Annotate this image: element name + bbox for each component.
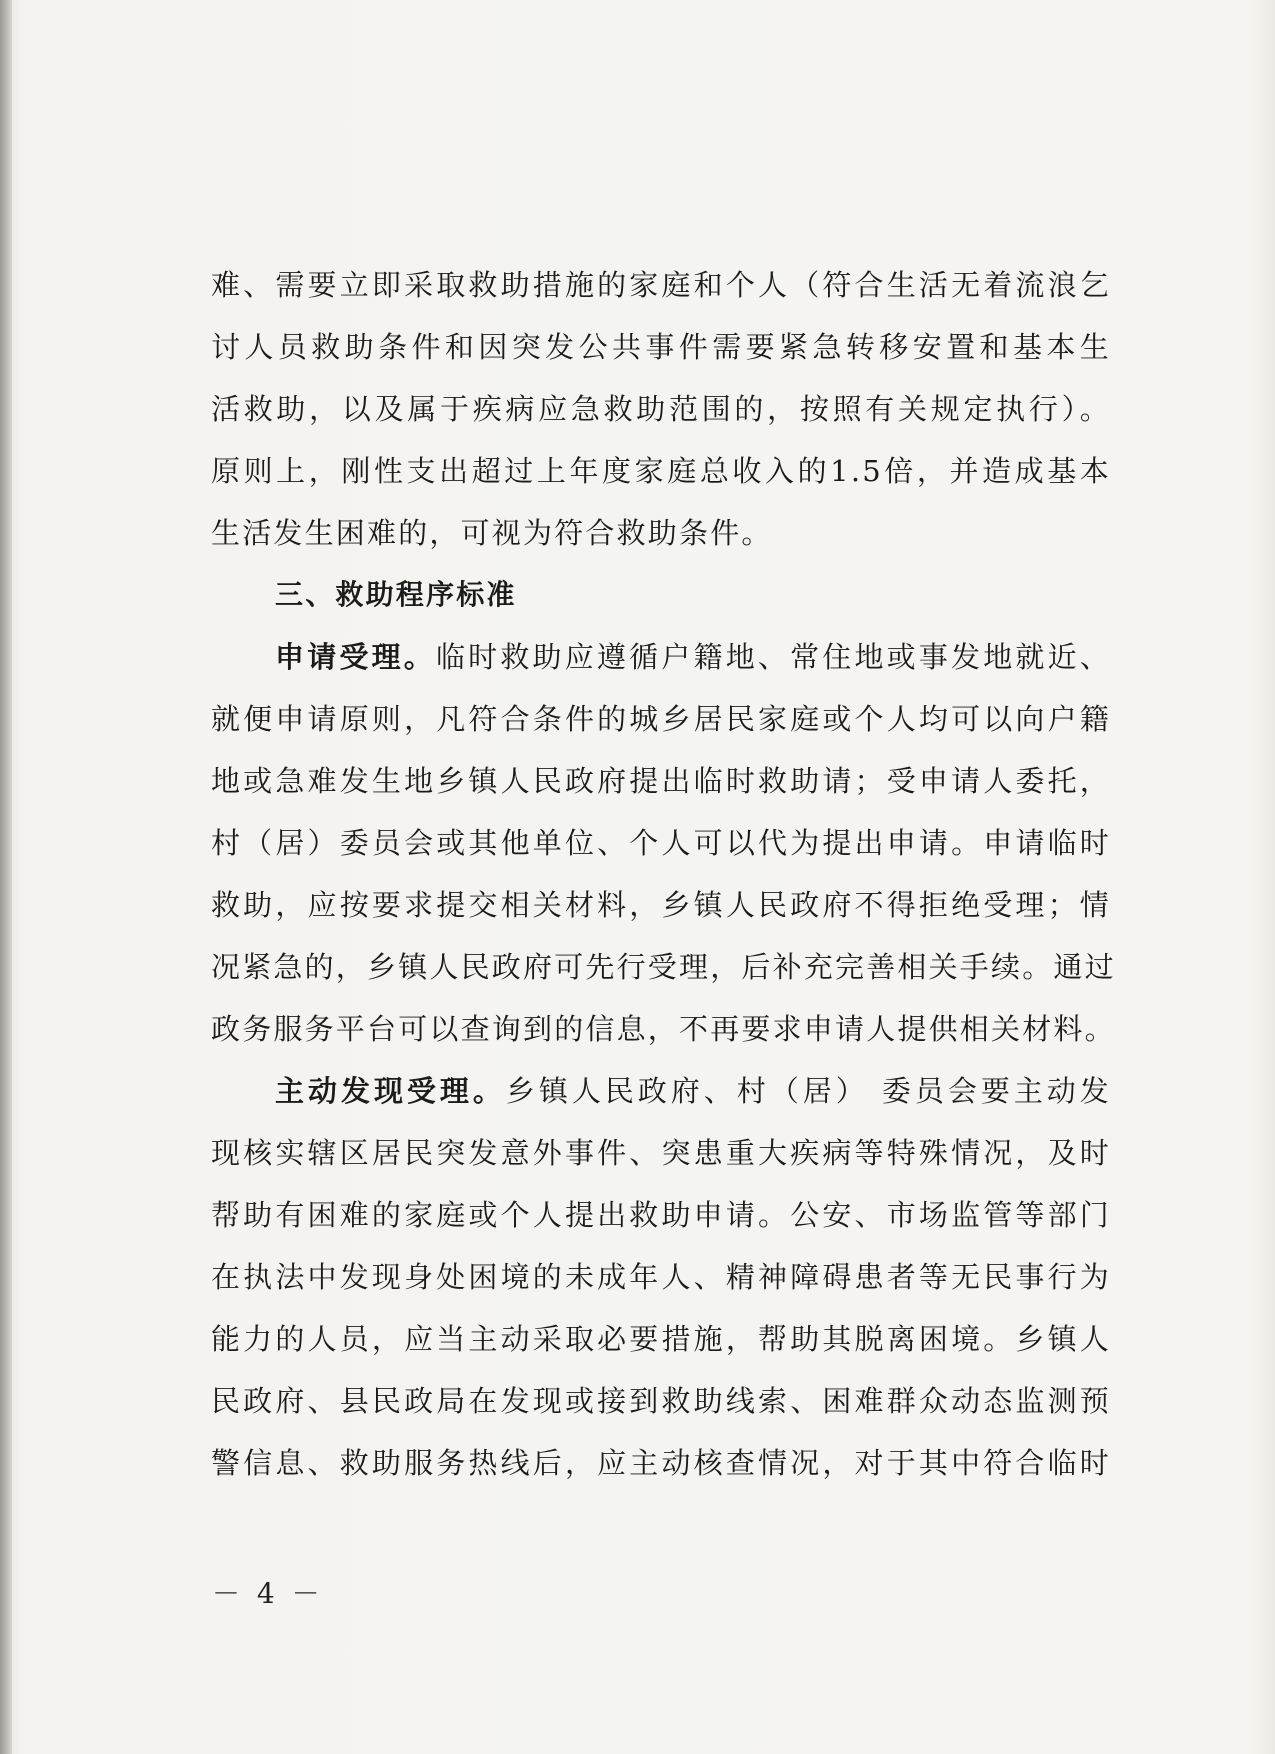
paragraph-1-line-4: 原则上，刚性支出超过上年度家庭总收入的1.5倍，并造成基本 bbox=[211, 454, 1111, 488]
paragraph-3-line-5: 能力的人员，应当主动采取必要措施，帮助其脱离困境。乡镇人 bbox=[211, 1322, 1111, 1356]
paragraph-2-lead: 申请受理。 bbox=[275, 640, 436, 674]
paragraph-1-line-3: 活救助，以及属于疾病应急救助范围的，按照有关规定执行）。 bbox=[211, 392, 1111, 426]
paragraph-3-line-6: 民政府、县民政局在发现或接到救助线索、困难群众动态监测预 bbox=[211, 1384, 1111, 1418]
paragraph-1-line-5: 生活发生困难的，可视为符合救助条件。 bbox=[211, 516, 773, 550]
paragraph-2-line-5: 救助，应按要求提交相关材料，乡镇人民政府不得拒绝受理；情 bbox=[211, 888, 1111, 922]
paragraph-3-line-4: 在执法中发现身处困境的未成年人、精神障碍患者等无民事行为 bbox=[211, 1260, 1111, 1294]
paragraph-2-first-line: 临时救助应遵循户籍地、常住地或事发地就近、 bbox=[435, 640, 1111, 674]
paragraph-1-line-1: 难、需要立即采取救助措施的家庭和个人（符合生活无着流浪乞 bbox=[211, 268, 1111, 302]
paragraph-2-line-4: 村（居）委员会或其他单位、个人可以代为提出申请。申请临时 bbox=[211, 826, 1111, 860]
paragraph-2-line-6: 况紧急的，乡镇人民政府可先行受理，后补充完善相关手续。通过 bbox=[211, 950, 1116, 984]
page-edge-shadow bbox=[0, 0, 12, 1754]
paragraph-3-line-1 bbox=[211, 1060, 1111, 1122]
paragraph-3-lead: 主动发现受理。 bbox=[275, 1074, 506, 1108]
page-number: － 4 － bbox=[212, 1577, 324, 1610]
paragraph-3-first-line: 乡镇人民政府、村（居） 委员会要主动发 bbox=[505, 1074, 1111, 1108]
paragraph-3-line-2: 现核实辖区居民突发意外事件、突患重大疾病等特殊情况，及时 bbox=[211, 1136, 1111, 1170]
paragraph-2-line-1 bbox=[211, 626, 1111, 688]
paragraph-3-line-3: 帮助有困难的家庭或个人提出救助申请。公安、市场监管等部门 bbox=[211, 1198, 1111, 1232]
section-heading: 三、救助程序标准 bbox=[275, 578, 517, 611]
body-text bbox=[211, 254, 1116, 1494]
paragraph-2-line-7: 政务服务平台可以查询到的信息，不再要求申请人提供相关材料。 bbox=[211, 1012, 1116, 1046]
paragraph-3-line-7: 警信息、救助服务热线后，应主动核查情况，对于其中符合临时 bbox=[211, 1446, 1111, 1480]
paragraph-2-line-3: 地或急难发生地乡镇人民政府提出临时救助请；受申请人委托， bbox=[211, 764, 1111, 798]
paragraph-1-line-2: 讨人员救助条件和因突发公共事件需要紧急转移安置和基本生 bbox=[211, 330, 1111, 364]
paragraph-2-line-2: 就便申请原则，凡符合条件的城乡居民家庭或个人均可以向户籍 bbox=[211, 702, 1111, 736]
